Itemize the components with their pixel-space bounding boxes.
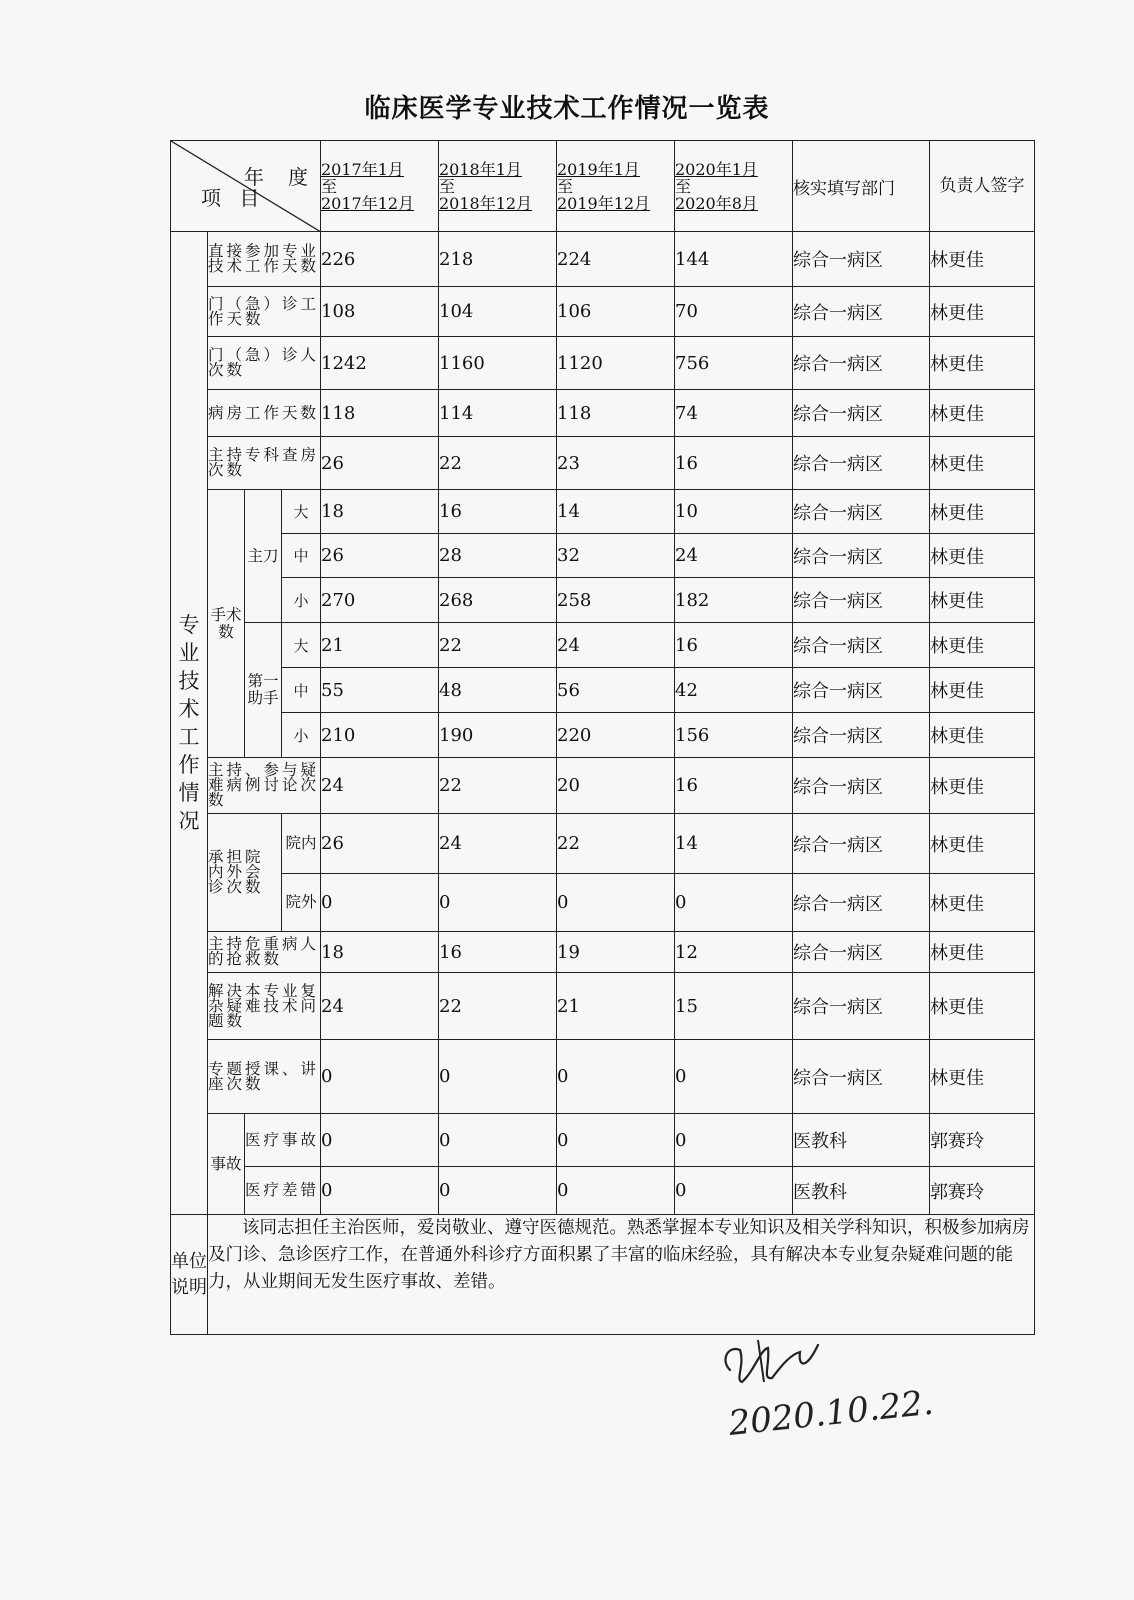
- value-cell: 26: [321, 534, 439, 578]
- dept-cell: 综合一病区: [793, 287, 930, 337]
- person-cell: 林更佳: [930, 534, 1035, 578]
- signature-date: 2020.10.22.: [726, 1382, 936, 1444]
- dept-cell: 综合一病区: [793, 534, 930, 578]
- person-cell: 林更佳: [930, 973, 1035, 1040]
- dept-cell: 综合一病区: [793, 713, 930, 758]
- table-row: [171, 668, 1035, 713]
- value-cell: 16: [675, 623, 793, 668]
- item-label-cell: 病房工作天数: [208, 390, 321, 437]
- value-cell: 70: [675, 287, 793, 337]
- person-cell: 林更佳: [930, 668, 1035, 713]
- value-cell: 0: [675, 874, 793, 932]
- value-cell: 226: [321, 232, 439, 287]
- dept-cell: 综合一病区: [793, 973, 930, 1040]
- value-cell: 74: [675, 390, 793, 437]
- value-cell: 108: [321, 287, 439, 337]
- value-cell: 0: [557, 1167, 675, 1215]
- value-cell: 118: [557, 390, 675, 437]
- dept-cell: 综合一病区: [793, 932, 930, 973]
- value-cell: 56: [557, 668, 675, 713]
- table-row: [171, 390, 1035, 437]
- value-cell: 0: [321, 874, 439, 932]
- dept-cell: 综合一病区: [793, 232, 930, 287]
- value-cell: 1242: [321, 337, 439, 390]
- dept-header: 核实填写部门: [793, 141, 930, 232]
- item-label-cell: 主持危重病人的抢救数: [208, 932, 321, 973]
- table-row: [171, 437, 1035, 490]
- value-cell: 270: [321, 578, 439, 623]
- value-cell: 42: [675, 668, 793, 713]
- value-cell: 22: [557, 814, 675, 874]
- outside-label: 院外: [282, 874, 321, 932]
- item-label-cell: 医疗差错: [245, 1167, 321, 1215]
- first-assistant-label: 第一助手: [245, 623, 282, 758]
- value-cell: 220: [557, 713, 675, 758]
- value-cell: 19: [557, 932, 675, 973]
- value-cell: 22: [439, 973, 557, 1040]
- table-row: [171, 534, 1035, 578]
- value-cell: 0: [675, 1167, 793, 1215]
- item-label-cell: 医疗事故: [245, 1114, 321, 1167]
- value-cell: 0: [557, 874, 675, 932]
- value-cell: 22: [439, 437, 557, 490]
- table-row: [171, 713, 1035, 758]
- chief-surgeon-label: 主刀: [245, 490, 282, 623]
- item-label-cell: 门（急）诊人次数: [208, 337, 321, 390]
- dept-cell: 综合一病区: [793, 490, 930, 534]
- dept-cell: 综合一病区: [793, 337, 930, 390]
- table-row: [171, 490, 1035, 534]
- value-cell: 18: [321, 932, 439, 973]
- value-cell: 20: [557, 758, 675, 814]
- value-cell: 21: [321, 623, 439, 668]
- dept-cell: 综合一病区: [793, 578, 930, 623]
- person-cell: 林更佳: [930, 874, 1035, 932]
- period-2017: 2017年1月 至 2017年12月: [321, 141, 439, 232]
- table-row: [171, 287, 1035, 337]
- item-label-cell: 解决本专业复杂疑难技术问题数: [208, 973, 321, 1040]
- value-cell: 16: [439, 490, 557, 534]
- size-label: 大: [282, 490, 321, 534]
- value-cell: 0: [439, 1114, 557, 1167]
- value-cell: 106: [557, 287, 675, 337]
- period-2019: 2019年1月 至 2019年12月: [557, 141, 675, 232]
- accident-group-label: 事故: [208, 1114, 245, 1215]
- value-cell: 210: [321, 713, 439, 758]
- value-cell: 0: [439, 1040, 557, 1114]
- person-cell: 林更佳: [930, 713, 1035, 758]
- table-row: [171, 1040, 1035, 1114]
- value-cell: 268: [439, 578, 557, 623]
- person-cell: 林更佳: [930, 437, 1035, 490]
- dept-cell: 医教科: [793, 1114, 930, 1167]
- value-cell: 32: [557, 534, 675, 578]
- value-cell: 0: [557, 1114, 675, 1167]
- value-cell: 756: [675, 337, 793, 390]
- value-cell: 16: [439, 932, 557, 973]
- table-row: [171, 1167, 1035, 1215]
- person-cell: 林更佳: [930, 287, 1035, 337]
- value-cell: 1120: [557, 337, 675, 390]
- person-cell: 林更佳: [930, 390, 1035, 437]
- value-cell: 28: [439, 534, 557, 578]
- header-corner: [171, 141, 321, 232]
- value-cell: 14: [557, 490, 675, 534]
- dept-cell: 综合一病区: [793, 390, 930, 437]
- dept-cell: 综合一病区: [793, 874, 930, 932]
- table-row: [171, 337, 1035, 390]
- value-cell: 24: [557, 623, 675, 668]
- value-cell: 55: [321, 668, 439, 713]
- remarks-label: 单位说明: [171, 1215, 208, 1335]
- value-cell: 104: [439, 287, 557, 337]
- dept-cell: 综合一病区: [793, 1040, 930, 1114]
- person-cell: 林更佳: [930, 814, 1035, 874]
- person-cell: 林更佳: [930, 1040, 1035, 1114]
- person-cell: 郭赛玲: [930, 1167, 1035, 1215]
- person-header: 负责人签字: [930, 141, 1035, 232]
- size-label: 中: [282, 534, 321, 578]
- value-cell: 22: [439, 758, 557, 814]
- value-cell: 22: [439, 623, 557, 668]
- value-cell: 0: [439, 1167, 557, 1215]
- value-cell: 15: [675, 973, 793, 1040]
- page-title: 临床医学专业技术工作情况一览表: [364, 94, 770, 124]
- value-cell: 16: [675, 758, 793, 814]
- dept-cell: 医教科: [793, 1167, 930, 1215]
- surgery-group-label: 手术数: [208, 490, 245, 758]
- size-label: 小: [282, 713, 321, 758]
- value-cell: 114: [439, 390, 557, 437]
- value-cell: 0: [675, 1040, 793, 1114]
- person-cell: 林更佳: [930, 758, 1035, 814]
- value-cell: 10: [675, 490, 793, 534]
- person-cell: 林更佳: [930, 578, 1035, 623]
- value-cell: 24: [675, 534, 793, 578]
- item-label-cell: 主持、参与疑难病例讨论次数: [208, 758, 321, 814]
- value-cell: 1160: [439, 337, 557, 390]
- value-cell: 21: [557, 973, 675, 1040]
- size-label: 小: [282, 578, 321, 623]
- item-label: 项 目: [201, 186, 266, 210]
- value-cell: 144: [675, 232, 793, 287]
- inside-label: 院内: [282, 814, 321, 874]
- value-cell: 0: [557, 1040, 675, 1114]
- size-label: 大: [282, 623, 321, 668]
- value-cell: 24: [321, 973, 439, 1040]
- value-cell: 156: [675, 713, 793, 758]
- item-label-cell: 门（急）诊工作天数: [208, 287, 321, 337]
- person-cell: 林更佳: [930, 490, 1035, 534]
- value-cell: 190: [439, 713, 557, 758]
- person-cell: 林更佳: [930, 623, 1035, 668]
- section-label: 专业技术工作情况: [171, 232, 208, 1215]
- table-row: [171, 232, 1035, 287]
- value-cell: 26: [321, 437, 439, 490]
- value-cell: 0: [321, 1114, 439, 1167]
- table-row: [171, 932, 1035, 973]
- value-cell: 218: [439, 232, 557, 287]
- table-row: [171, 758, 1035, 814]
- person-cell: 郭赛玲: [930, 1114, 1035, 1167]
- size-label: 中: [282, 668, 321, 713]
- value-cell: 0: [439, 874, 557, 932]
- table-row: [171, 1114, 1035, 1167]
- period-2020: 2020年1月 至 2020年8月: [675, 141, 793, 232]
- value-cell: 0: [675, 1114, 793, 1167]
- table-row: [171, 578, 1035, 623]
- value-cell: 12: [675, 932, 793, 973]
- value-cell: 24: [439, 814, 557, 874]
- value-cell: 0: [321, 1040, 439, 1114]
- value-cell: 48: [439, 668, 557, 713]
- item-label-cell: 主持专科查房次数: [208, 437, 321, 490]
- table-row: [171, 814, 1035, 874]
- remarks-row: [171, 1215, 1035, 1335]
- value-cell: 224: [557, 232, 675, 287]
- dept-cell: 综合一病区: [793, 623, 930, 668]
- dept-cell: 综合一病区: [793, 814, 930, 874]
- handwritten-signature: [700, 1320, 1000, 1450]
- value-cell: 23: [557, 437, 675, 490]
- value-cell: 118: [321, 390, 439, 437]
- header-row: [171, 141, 1035, 232]
- dept-cell: 综合一病区: [793, 437, 930, 490]
- value-cell: 16: [675, 437, 793, 490]
- value-cell: 14: [675, 814, 793, 874]
- value-cell: 26: [321, 814, 439, 874]
- table-row: [171, 973, 1035, 1040]
- person-cell: 林更佳: [930, 337, 1035, 390]
- value-cell: 24: [321, 758, 439, 814]
- dept-cell: 综合一病区: [793, 668, 930, 713]
- person-cell: 林更佳: [930, 232, 1035, 287]
- item-label-cell: 专题授课、讲座次数: [208, 1040, 321, 1114]
- remarks-text: 该同志担任主治医师，爱岗敬业、遵守医德规范。熟悉掌握本专业知识及相关学科知识，积极参加病房及门诊、急诊医疗工作，在普通外科诊疗方面积累了丰富的临床经验，具有解决本专业复杂疑难问题的能力，从业期间无发生医疗事故、差错。: [208, 1215, 1035, 1335]
- item-label-cell: 直接参加专业技术工作天数: [208, 232, 321, 287]
- table-row: [171, 874, 1035, 932]
- work-summary-table: [170, 140, 1035, 1335]
- value-cell: 18: [321, 490, 439, 534]
- value-cell: 0: [321, 1167, 439, 1215]
- value-cell: 258: [557, 578, 675, 623]
- person-cell: 林更佳: [930, 932, 1035, 973]
- dept-cell: 综合一病区: [793, 758, 930, 814]
- table-row: [171, 623, 1035, 668]
- period-2018: 2018年1月 至 2018年12月: [439, 141, 557, 232]
- year-label: 年 度: [244, 165, 310, 189]
- value-cell: 182: [675, 578, 793, 623]
- consult-group-label: 承担院内外会诊次数: [208, 814, 282, 932]
